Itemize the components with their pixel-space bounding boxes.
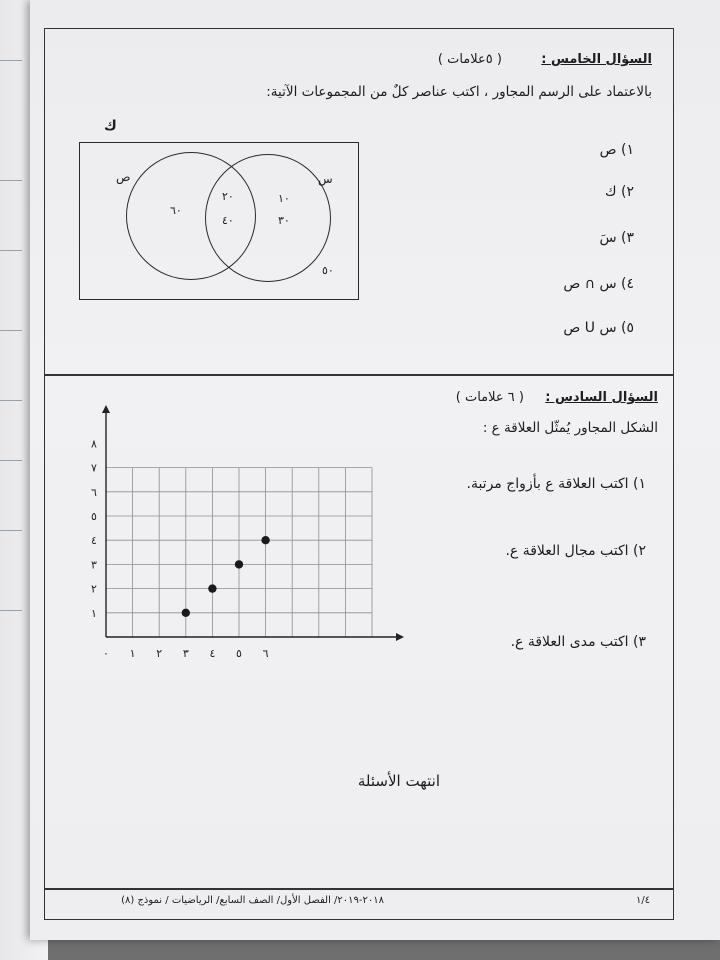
footer-page-number: ١/٤ <box>636 895 651 906</box>
x-tick-label: ٤ <box>209 647 216 660</box>
q5-item-2: ٢) ك <box>605 184 634 200</box>
venn-intersection-value-1: ٢٠ <box>222 190 234 203</box>
venn-outside-value: ٥٠ <box>322 264 334 277</box>
end-of-questions: انتهت الأسئلة <box>357 772 440 790</box>
x-tick-label: ١ <box>129 647 136 660</box>
x-tick-label: ٠ <box>103 647 109 660</box>
data-point <box>261 536 269 544</box>
venn-intersection-value-2: ٤٠ <box>222 214 234 227</box>
q6-instruction: الشكل المجاور يُمثّل العلاقة ع : <box>482 420 658 436</box>
venn-universe-label: ك <box>104 118 117 134</box>
q6-marks: ( ٦ علامات ) <box>455 390 524 405</box>
y-tick-label: ٦ <box>91 485 97 499</box>
y-tick-label: ٣ <box>91 558 97 572</box>
question-divider <box>44 374 674 376</box>
q6-title: السؤال السادس : <box>545 390 658 405</box>
footer-course-info: ٢٠١٨-٢٠١٩/ الفصل الأول/ الصف السابع/ الرياضيات / نموذج (٨) <box>121 895 384 906</box>
q5-item-5: ٥) س U ص <box>563 320 634 336</box>
q5-instruction: بالاعتماد على الرسم المجاور ، اكتب عناصر كلٌ من المجموعات الآتية: <box>266 84 652 100</box>
venn-only-s-value-2: ٣٠ <box>278 214 290 227</box>
data-point <box>235 560 243 568</box>
x-tick-label: ٢ <box>156 647 163 660</box>
y-tick-label: ١ <box>91 606 97 620</box>
x-axis-arrow <box>396 633 404 641</box>
venn-only-sad-value: ٦٠ <box>170 204 182 217</box>
q5-item-1: ١) ص <box>599 142 634 158</box>
x-tick-label: ٣ <box>182 647 189 660</box>
venn-set-s-label: س <box>318 172 333 186</box>
y-tick-label: ٧ <box>91 461 97 475</box>
footer-rule <box>44 888 674 890</box>
y-tick-label: ٨ <box>91 437 97 451</box>
q6-item-3: ٣) اكتب مدى العلاقة ع. <box>510 634 646 650</box>
q6-item-1: ١) اكتب العلاقة ع بأزواج مرتبة. <box>466 476 646 492</box>
y-tick-label: ٥ <box>91 510 97 523</box>
q5-title: السؤال الخامس : <box>541 52 652 67</box>
y-tick-label: ٤ <box>91 534 97 548</box>
y-tick-label: ٢ <box>91 582 97 596</box>
x-tick-label: ٦ <box>262 647 269 660</box>
x-tick-label: ٥ <box>236 647 242 660</box>
venn-only-s-value-1: ١٠ <box>278 192 290 205</box>
data-point <box>208 584 216 592</box>
q5-marks: ( ٥علامات ) <box>437 52 502 67</box>
q5-item-4: ٤) س ∩ ص <box>563 276 634 292</box>
q6-item-2: ٢) اكتب مجال العلاقة ع. <box>505 543 646 559</box>
data-point <box>182 609 190 617</box>
y-axis-arrow <box>102 405 110 413</box>
venn-set-sad-label: ص <box>116 170 131 184</box>
relation-graph <box>80 405 425 675</box>
q5-item-3: ٣) سَ <box>599 230 634 246</box>
